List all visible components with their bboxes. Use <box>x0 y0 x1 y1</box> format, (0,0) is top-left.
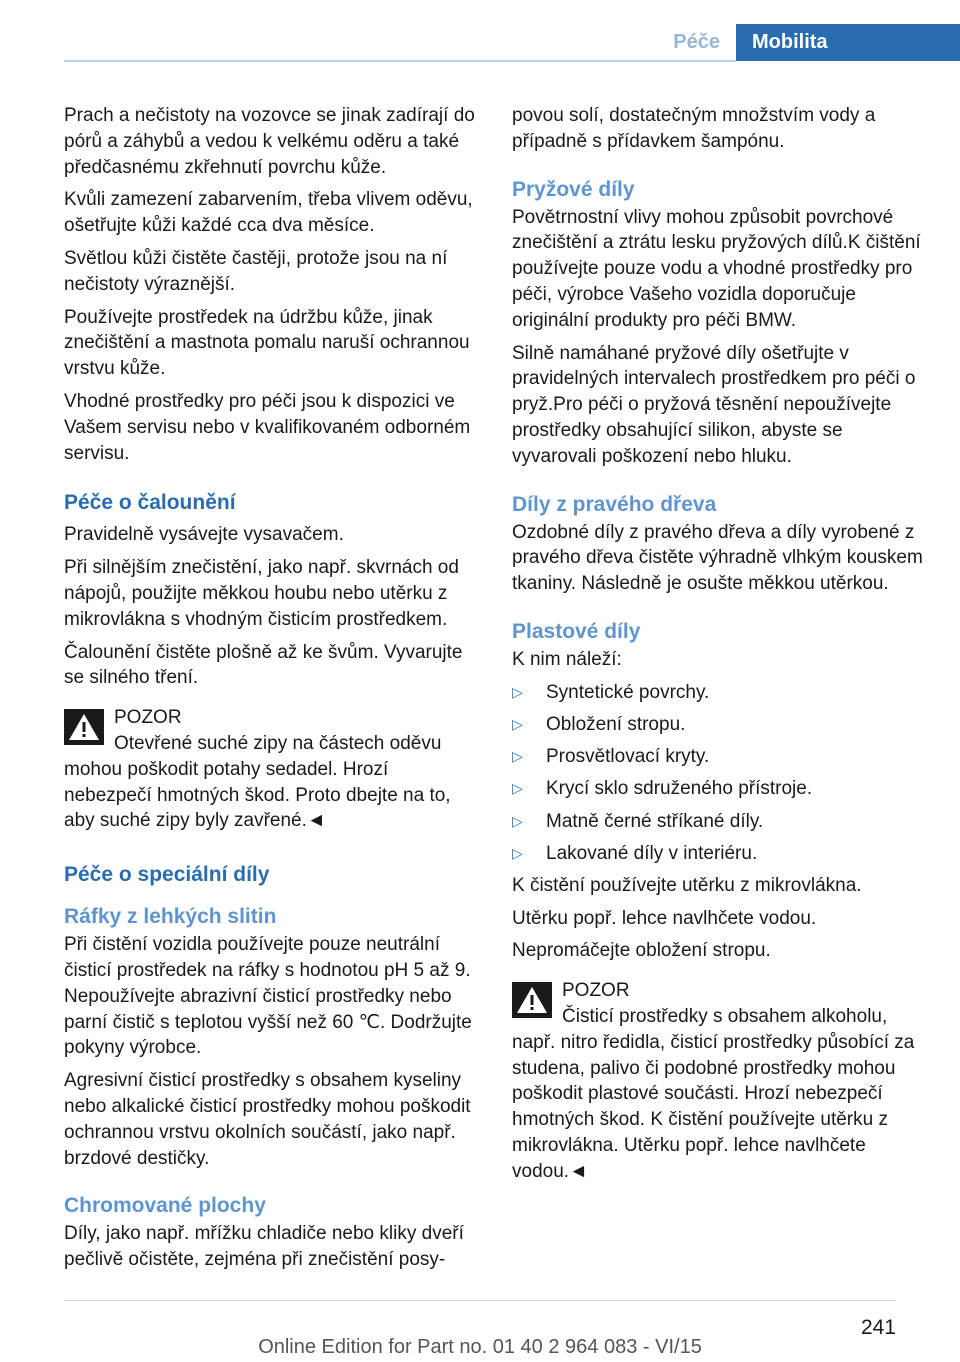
warning-icon <box>64 709 104 745</box>
bullet-triangle-icon: ▷ <box>512 812 523 829</box>
tab-care[interactable]: Péče <box>646 24 736 61</box>
list-item <box>512 841 928 867</box>
right-column <box>512 103 928 1199</box>
plastic-parts-list <box>512 680 928 867</box>
warning-box <box>64 705 480 834</box>
list-item <box>512 809 928 835</box>
paragraph: Při silnějším znečistění, jako např. skvrnách od nápojů, použijte měkkou houbu nebo utěrku z mikrovlákna s vhodným čisticím prostředkem. <box>64 557 459 630</box>
page-number: 241 <box>860 1316 896 1339</box>
paragraph: Agresivní čisticí prostředky s obsahem kyseliny nebo alkalické čisticí prostředky mohou poškodit ochrannou vrstvu okolních součástí, jako např. brzdové destičky. <box>64 1070 471 1169</box>
paragraph: Pravidelně vysávejte vysavačem. <box>64 524 344 546</box>
heading-upholstery: Péče o čalounění <box>64 491 236 515</box>
list-item-text: Matně černé stříkané díly. <box>546 810 764 832</box>
list-item-text: Lakované díly v interiéru. <box>546 842 758 864</box>
paragraph: Díly, jako např. mřížku chladiče nebo kliky dveří pečlivě očistěte, zejména při znečistění posy- <box>64 1223 464 1271</box>
warning-text: mohou poškodit potahy sedadel. Hrozí nebezpečí hmotných škod. Proto dbejte na to, aby suché zipy byly zavřené.◄ <box>64 758 451 832</box>
paragraph: Prach a nečistoty na vozovce se jinak zadírají do pórů a záhybů a vedou k velkému oděru a také předčasnému zkřehnutí povrchu kůže. <box>64 105 475 178</box>
bullet-triangle-icon: ▷ <box>512 715 523 732</box>
heading-special-parts: Péče o speciální díly <box>64 863 270 887</box>
warning-text: Otevřené suché zipy na částech oděvu <box>114 732 442 754</box>
heading-alloy-rims: Ráfky z lehkých slitin <box>64 905 277 929</box>
heading-wood: Díly z pravého dřeva <box>512 492 717 516</box>
warning-title: POZOR <box>114 707 182 729</box>
paragraph: Nepromáčejte obložení stropu. <box>512 940 771 962</box>
paragraph: Světlou kůži čistěte častěji, protože jsou na ní nečistoty výraznější. <box>64 247 448 295</box>
list-item <box>512 680 928 706</box>
tab-mobility[interactable]: Mobilita <box>736 24 960 61</box>
paragraph: Kvůli zamezení zabarvením, třeba vlivem oděvu, ošetřujte kůži každé cca dva měsíce. <box>64 189 473 237</box>
bullet-triangle-icon: ▷ <box>512 748 523 765</box>
section-tabs <box>646 24 960 61</box>
left-column <box>64 103 480 1280</box>
header-divider <box>64 60 736 62</box>
warning-title: POZOR <box>562 980 630 1002</box>
list-item <box>512 744 928 770</box>
paragraph: Vhodné prostředky pro péči jsou k dispozici ve Vašem servisu nebo v kvalifikovaném odborném servisu. <box>64 390 471 464</box>
list-item <box>512 776 928 802</box>
bullet-triangle-icon: ▷ <box>512 844 523 861</box>
paragraph: Utěrku popř. lehce navlhčete vodou. <box>512 907 817 929</box>
heading-plastic: Plastové díly <box>512 619 641 643</box>
list-item-text: Syntetické povrchy. <box>546 681 710 703</box>
paragraph: K čistění používejte utěrku z mikrovlákna. <box>512 874 862 896</box>
list-item-text: Obložení stropu. <box>546 713 686 735</box>
paragraph: Povětrnostní vlivy mohou způsobit povrchové znečištění a ztrátu lesku pryžových dílů.K čištění používejte pouze vodu a vhodné prostředky pro péči, výrobce Vašeho vozidla doporučuje originální produkty pro péči BMW. <box>512 206 921 331</box>
warning-box <box>512 978 928 1184</box>
paragraph: Při čistění vozidla používejte pouze neutrální čisticí prostředek na ráfky s hodnotou pH 5 až 9. Nepoužívejte abrazivní čisticí prostředky nebo parní čistič s teplotou vyšší než 60 ℃. Dodržujte pokyny výrobce. <box>64 934 472 1059</box>
list-item-text: Prosvětlovací kryty. <box>546 746 710 768</box>
heading-rubber: Pryžové díly <box>512 177 635 201</box>
list-item-text: Krycí sklo sdruženého přístroje. <box>546 778 813 800</box>
paragraph: Používejte prostředek na údržbu kůže, jinak znečištění a mastnota pomalu naruší ochrannou vrstvu kůže. <box>64 306 470 380</box>
warning-text: např. nitro ředidla, čisticí prostředky působící za studena, palivo či podobné prostředky mohou poškodit plastové součásti. Hrozí nebezpečí hmotných škod. K čistění používejte utěrku z mikrovlákna. Utěrku popř. lehce navlhčete vodou.◄ <box>512 1031 915 1182</box>
edition-footer: Online Edition for Part no. 01 40 2 964 083 - VI/15 <box>258 1336 702 1358</box>
paragraph: povou solí, dostatečným množstvím vody a případně s přídavkem šampónu. <box>512 105 876 152</box>
paragraph: Silně namáhané pryžové díly ošetřujte v pravidelných intervalech prostředkem pro péči o pryž.Pro péči o pryžová těsnění nepoužívejte prostředky obsahující silikon, abyste se vyvarovali poškození nebo hluku. <box>512 342 916 467</box>
warning-text: Čisticí prostředky s obsahem alkoholu, <box>562 1006 888 1028</box>
footer-divider <box>64 1300 896 1301</box>
warning-icon <box>512 982 552 1018</box>
bullet-triangle-icon: ▷ <box>512 683 523 700</box>
paragraph: K nim náleží: <box>512 648 622 670</box>
paragraph: Ozdobné díly z pravého dřeva a díly vyrobené z pravého dřeva čistěte výhradně vlhkým kouskem tkaniny. Následně je osušte měkkou utěrkou. <box>512 521 923 595</box>
heading-chrome: Chromované plochy <box>64 1194 266 1218</box>
paragraph: Čalounění čistěte plošně až ke švům. Vyvarujte se silného tření. <box>64 641 463 689</box>
bullet-triangle-icon: ▷ <box>512 780 523 797</box>
list-item <box>512 712 928 738</box>
